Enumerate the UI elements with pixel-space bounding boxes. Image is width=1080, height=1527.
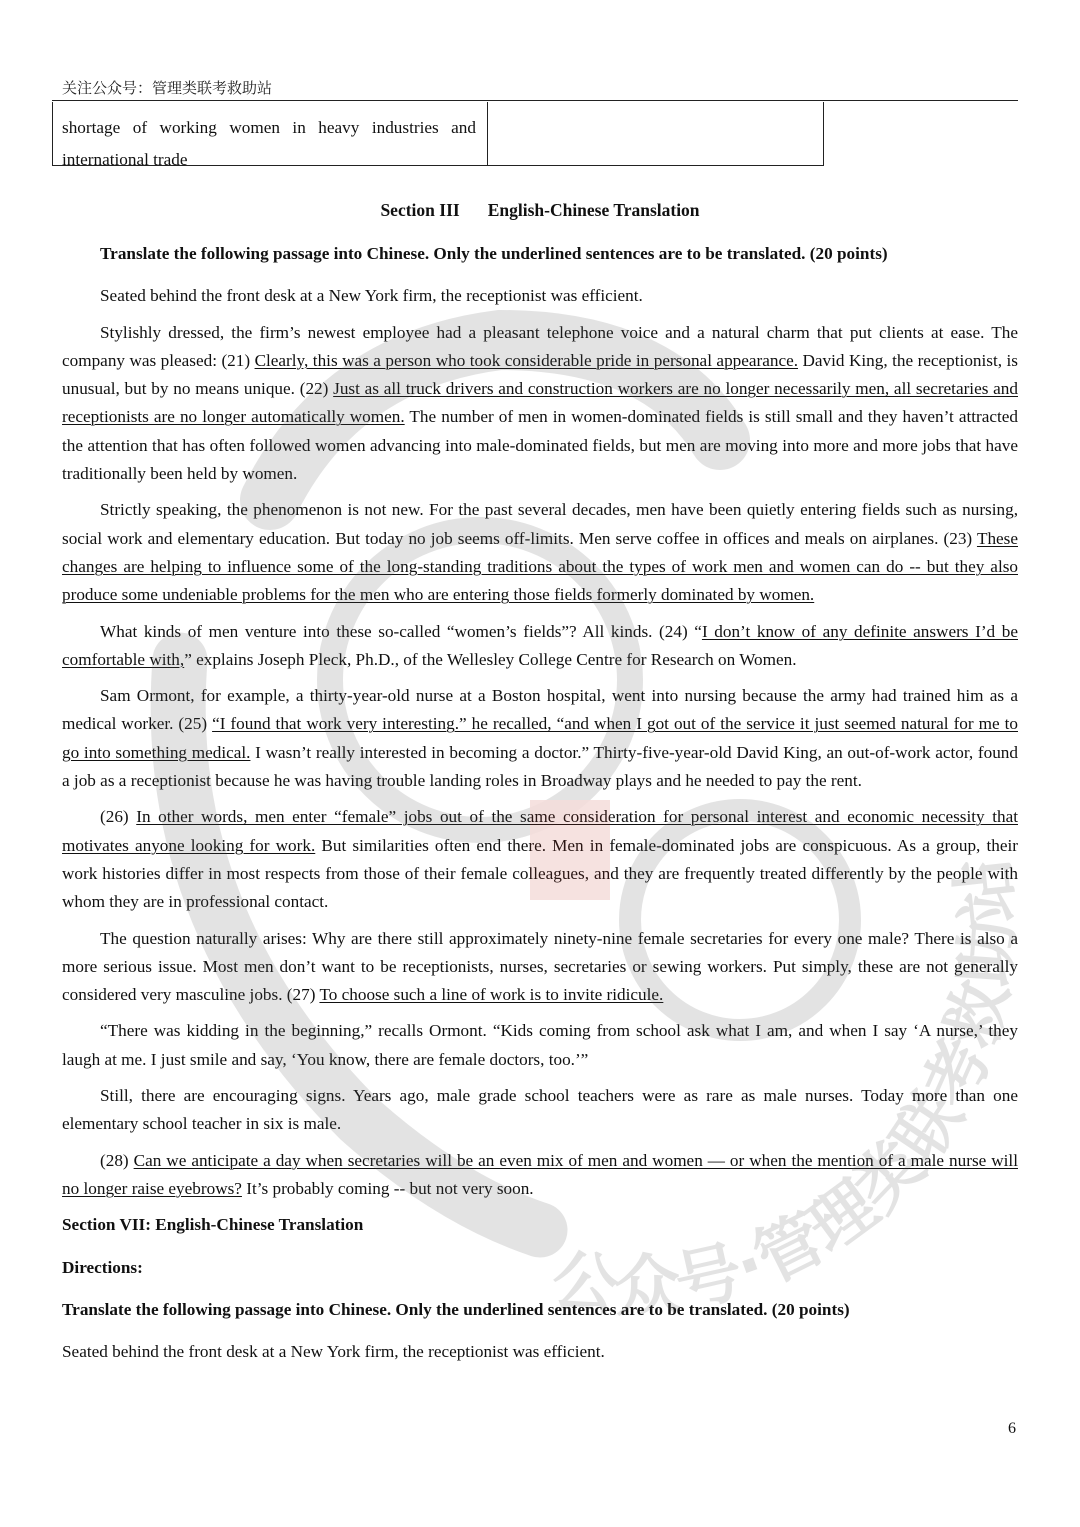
underlined-sentence-24: I don’t know of any definite answers I’d be comfortable with, (62, 621, 1018, 669)
section-name: English-Chinese Translation (487, 200, 700, 220)
p4-text-b: ” explains Joseph Pleck, Ph.D., of the Wellesley College Centre for Research on Women. (184, 649, 797, 669)
section2-title: Section VII: English-Chinese Translation (62, 1215, 364, 1235)
underlined-sentence-23: These changes are helping to influence some of the long-standing traditions about the types of work men and women can do -- but they also produce some undeniable problems for the men who are entering those fields formerly dominated by women. (62, 528, 1018, 605)
underlined-sentence-27: To choose such a line of work is to invite ridicule. (319, 985, 664, 1005)
section2-paragraph-1: Seated behind the front desk at a New York firm, the receptionist was efficient. (62, 1342, 605, 1362)
paragraph-5 (62, 682, 1018, 795)
p3-text-a: Strictly speaking, the phenomenon is not new. For the past several decades, men have been quietly entering fields such as nursing, social work and elementary education. But today no job seems off-limits. Men serve coffee in offices and meals on airplanes. (23) (62, 500, 1018, 548)
paragraph-2 (62, 319, 1018, 489)
table-fragment (52, 102, 824, 169)
underlined-sentence-26: In other words, men enter “female” jobs out of the same consideration for personal interest and economic necessity that motivates anyone looking for work. (62, 807, 1018, 855)
paragraph-9: Still, there are encouraging signs. Years ago, male grade school teachers were as rare as male nurses. Today more than one elementary school teacher in six is male. (62, 1086, 1018, 1134)
underlined-sentence-28: Can we anticipate a day when secretaries will be an even mix of men and women — or when the mention of a male nurse will no longer raise eyebrows? (62, 1150, 1018, 1198)
paragraph-7 (62, 925, 1018, 1010)
paragraph-6 (62, 803, 1018, 916)
paragraph-4 (62, 618, 1018, 675)
section2-directions: Directions: (62, 1257, 143, 1277)
p10-text-b: It’s probably coming -- but not very soon. (241, 1178, 534, 1198)
p6-text-b: But similarities often end there. Men in female-dominated jobs are conspicuous. As a group, their work histories differ in most respects from those of their female colleagues, and they are frequently treated differently by the people with whom they are in professional contact. (62, 835, 1018, 912)
underlined-sentence-25: “I found that work very interesting.” he recalled, “and when I got out of the service it just seemed natural for me to go into something medical. (62, 714, 1018, 762)
section2-instruction: Translate the following passage into Chinese. Only the underlined sentences are to be translated. (20 points) (62, 1299, 850, 1319)
p2-text-b: David King, the receptionist, is unusual, but by no means unique. (22) (62, 350, 1018, 399)
table-cell-left: shortage of working women in heavy industries and international trade (62, 118, 476, 169)
section-title (0, 200, 1080, 221)
instruction: Translate the following passage into Chinese. Only the underlined sentences are to be translated. (20 points) (100, 244, 888, 263)
p4-text-a: What kinds of men venture into these so-called “women’s fields”? All kinds. (24) “ (100, 621, 702, 641)
p10-text-a: (28) (100, 1150, 134, 1170)
header-rule (52, 100, 1018, 101)
paragraph-10 (62, 1147, 1018, 1204)
p2-text-a: Stylishly dressed, the firm’s newest employee had a pleasant telephone voice and a natural charm that put clients at ease. The company was pleased: (21) (62, 322, 1018, 370)
watermark-text-path: 公众号·管理类联考救助站 (547, 853, 1028, 1320)
p6-text-a: (26) (100, 807, 137, 827)
table-divider (487, 102, 488, 165)
paragraph-8: “There was kidding in the beginning,” recalls Ormont. “Kids coming from school ask what I am, and when I say ‘A nurse,’ they laugh at me. I just smile and say, ‘You know, there are female doctors, too.’” (62, 1021, 1018, 1069)
section-label: Section III (380, 200, 460, 220)
header-text: 关注公众号：管理类联考救助站 (62, 79, 273, 97)
p7-text-a: The question naturally arises: Why are there still approximately ninety-nine female secretaries for every one male? There is also a more serious issue. Most men don’t want to be receptionists, nurses, secretaries or sewing workers. Put simply, these are not generally considered very masculine jobs. (27) (62, 928, 1018, 1005)
underlined-sentence-22: Just as all truck drivers and construction workers are no longer necessarily men, all secretaries and receptionists are no longer automatically women. (62, 379, 1018, 427)
p5-text-a: Sam Ormont, for example, a thirty-year-old nurse at a Boston hospital, went into nursing because the army had trained him as a medical worker. (25) (62, 686, 1018, 734)
document-body (62, 240, 1018, 1374)
page-number: 6 (1008, 1420, 1016, 1437)
paragraph-3 (62, 496, 1018, 609)
p5-text-b: I wasn’t really interested in becoming a doctor.” Thirty-five-year-old David King, an out-of-work actor, found a job as a receptionist because he was having trouble landing roles in Broadway plays and he needed to pay the rent. (62, 742, 1018, 791)
paragraph-1: Seated behind the front desk at a New York firm, the receptionist was efficient. (100, 286, 643, 306)
underlined-sentence-21: Clearly, this was a person who took considerable pride in personal appearance. (254, 350, 799, 370)
p2-text-c: The number of men in women-dominated fields is still small and they haven’t attracted the attention that has often followed women advancing into male-dominated fields, but men are moving into more and more jobs that have traditionally been held by women. (62, 407, 1018, 484)
